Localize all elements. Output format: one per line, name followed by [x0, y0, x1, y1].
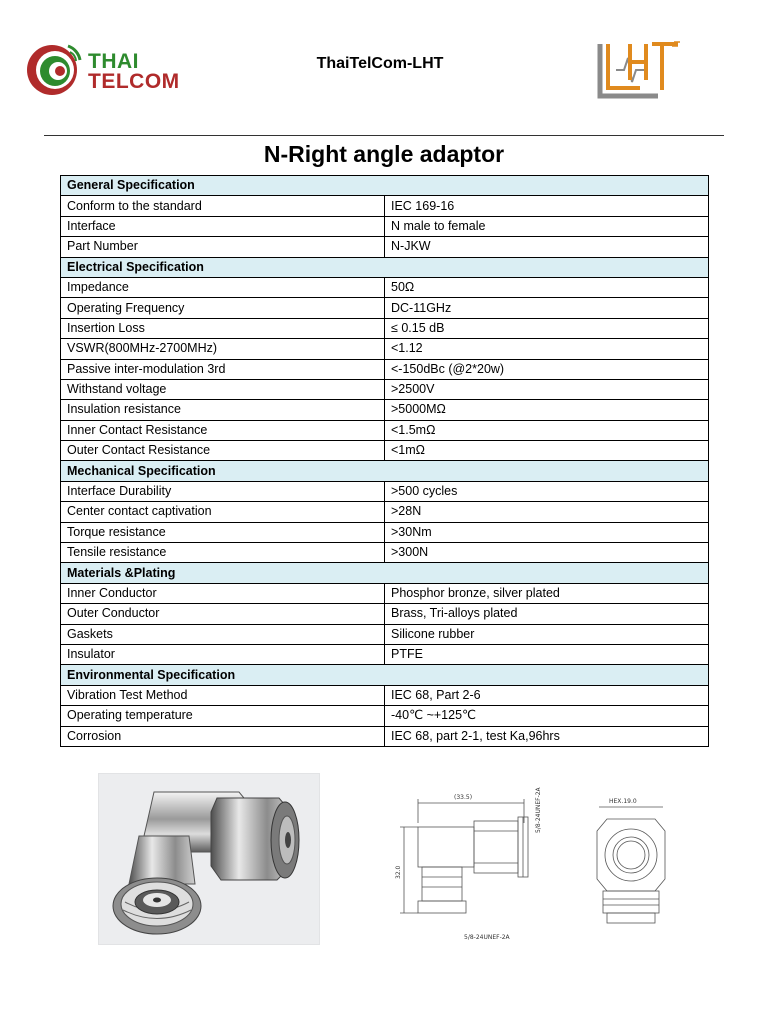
table-row — [61, 339, 709, 359]
section-environmental — [61, 665, 709, 685]
table-row — [61, 359, 709, 379]
lht-logo — [594, 40, 684, 102]
spec-label: Outer Contact Resistance — [61, 441, 385, 461]
spec-value: ≤ 0.15 dB — [385, 318, 709, 338]
spec-value: <1.5mΩ — [385, 420, 709, 440]
spec-label: Passive inter-modulation 3rd — [61, 359, 385, 379]
spec-label: Inner Conductor — [61, 583, 385, 603]
product-photo — [98, 773, 320, 945]
spec-value: >28N — [385, 502, 709, 522]
table-row — [61, 685, 709, 705]
spec-value: >2500V — [385, 379, 709, 399]
table-row — [61, 604, 709, 624]
table-row — [61, 420, 709, 440]
section-heading: Mechanical Specification — [61, 461, 709, 481]
spec-value: PTFE — [385, 644, 709, 664]
spec-label: Vibration Test Method — [61, 685, 385, 705]
dim-height: 32.0 — [395, 865, 402, 879]
table-row — [61, 441, 709, 461]
document-title: N-Right angle adaptor — [263, 141, 505, 167]
section-heading: Electrical Specification — [61, 257, 709, 277]
spec-value: Phosphor bronze, silver plated — [385, 583, 709, 603]
spec-value: >500 cycles — [385, 481, 709, 501]
thaitelcom-swirl-icon — [24, 40, 88, 98]
table-row — [61, 379, 709, 399]
spec-label: Center contact captivation — [61, 502, 385, 522]
header-title: ThaiTelCom-LHT — [316, 55, 444, 72]
section-materials — [61, 563, 709, 583]
spec-value: Brass, Tri-alloys plated — [385, 604, 709, 624]
spec-value: -40℃ ~+125℃ — [385, 706, 709, 726]
table-row — [61, 583, 709, 603]
spec-label: Outer Conductor — [61, 604, 385, 624]
spec-value: >30Nm — [385, 522, 709, 542]
spec-value: <-150dBc (@2*20w) — [385, 359, 709, 379]
table-row — [61, 277, 709, 297]
header-divider — [44, 135, 724, 136]
spec-label: Insulation resistance — [61, 400, 385, 420]
spec-label: Tensile resistance — [61, 543, 385, 563]
spec-label: Impedance — [61, 277, 385, 297]
spec-label: Insulator — [61, 644, 385, 664]
spec-label: Conform to the standard — [61, 196, 385, 216]
spec-value: 50Ω — [385, 277, 709, 297]
spec-label: Gaskets — [61, 624, 385, 644]
spec-table — [60, 175, 709, 747]
spec-label: Operating temperature — [61, 706, 385, 726]
section-heading: Materials &Plating — [61, 563, 709, 583]
thaitelcom-logo — [24, 40, 199, 98]
section-general — [61, 176, 709, 196]
table-row — [61, 216, 709, 236]
logo-text-thai: THAI — [88, 50, 139, 73]
section-mechanical — [61, 461, 709, 481]
spec-label: Corrosion — [61, 726, 385, 746]
table-row — [61, 522, 709, 542]
table-row — [61, 481, 709, 501]
technical-drawing-side — [390, 773, 560, 943]
logo-text-telcom: TELCOM — [88, 70, 180, 93]
spec-label: Withstand voltage — [61, 379, 385, 399]
spec-value: N-JKW — [385, 237, 709, 257]
spec-value: >300N — [385, 543, 709, 563]
spec-value: N male to female — [385, 216, 709, 236]
table-row — [61, 298, 709, 318]
table-row — [61, 400, 709, 420]
table-row — [61, 502, 709, 522]
spec-label: Part Number — [61, 237, 385, 257]
dim-hex: HEX.19.0 — [609, 798, 637, 805]
spec-value: IEC 169-16 — [385, 196, 709, 216]
spec-label: Operating Frequency — [61, 298, 385, 318]
spec-value: IEC 68, Part 2-6 — [385, 685, 709, 705]
dim-length: (33.5) — [454, 794, 473, 801]
technical-drawing-front — [585, 793, 675, 928]
table-row — [61, 196, 709, 216]
table-row — [61, 624, 709, 644]
section-electrical — [61, 257, 709, 277]
spec-value: Silicone rubber — [385, 624, 709, 644]
section-heading: General Specification — [61, 176, 709, 196]
spec-value: <1mΩ — [385, 441, 709, 461]
spec-label: Torque resistance — [61, 522, 385, 542]
spec-value: DC-11GHz — [385, 298, 709, 318]
spec-label: Insertion Loss — [61, 318, 385, 338]
spec-label: Interface — [61, 216, 385, 236]
table-row — [61, 318, 709, 338]
thread-label-top: 5/8-24UNEF-2A — [535, 787, 542, 833]
spec-value: <1.12 — [385, 339, 709, 359]
thread-label-bottom: 5/8-24UNEF-2A — [464, 934, 510, 941]
table-row — [61, 644, 709, 664]
spec-label: VSWR(800MHz-2700MHz) — [61, 339, 385, 359]
table-row — [61, 706, 709, 726]
table-row — [61, 543, 709, 563]
table-row — [61, 726, 709, 746]
table-row — [61, 237, 709, 257]
spec-value: IEC 68, part 2-1, test Ka,96hrs — [385, 726, 709, 746]
spec-value: >5000MΩ — [385, 400, 709, 420]
spec-label: Interface Durability — [61, 481, 385, 501]
spec-label: Inner Contact Resistance — [61, 420, 385, 440]
section-heading: Environmental Specification — [61, 665, 709, 685]
